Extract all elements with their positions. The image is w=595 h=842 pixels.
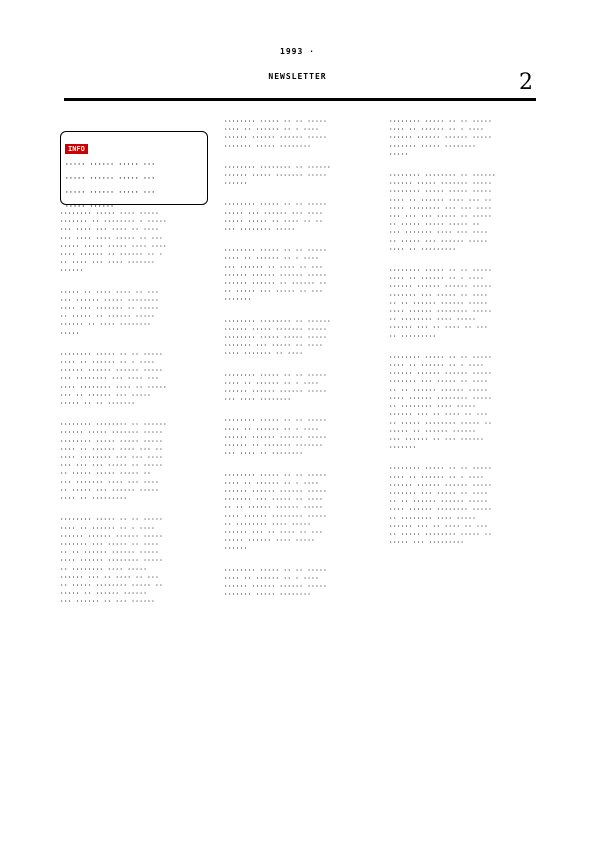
text-line: ···· ·· ······ ·· · ···· [224, 380, 320, 387]
text-line: ········ ····· ·· ·· ····· [389, 466, 493, 473]
paragraph [60, 210, 210, 276]
page-number: 2 [519, 70, 533, 95]
text-line: ···· ·· ······ ·· · ···· [389, 474, 485, 481]
paragraph [389, 267, 539, 341]
text-line: ···· ·· ······ ·· · ···· [224, 256, 320, 263]
text-line: ········ ····· ·· ·· ····· [224, 567, 328, 574]
sidebar-line: ····· ······ ····· ··· [65, 175, 156, 182]
text-line: ······ ······ ······ ····· [389, 135, 493, 142]
text-line: ···· ······ ·· ······ ·· · [60, 252, 164, 259]
text-column-1 [60, 210, 210, 620]
text-line: ········ ····· ·· ·· ····· [224, 202, 328, 209]
text-line: ········ ····· ···· ····· [60, 211, 160, 217]
text-line: ··· ···· ········ [224, 397, 292, 404]
paragraph [224, 417, 374, 458]
paragraph [389, 354, 539, 452]
text-line: ········ ····· ·· ·· ····· [224, 472, 328, 479]
text-line: ······· ··· ····· ·· ···· [389, 379, 489, 386]
text-line: ······ ··· ·· ···· ·· ··· [389, 325, 489, 332]
paragraph [389, 172, 539, 254]
paragraph [60, 289, 210, 338]
text-line: ·· ········ ···· ····· [389, 515, 477, 522]
text-line: ······ ······ ······ ····· [60, 368, 164, 375]
text-line: ···· ·· ······ ···· ··· ·· [60, 446, 164, 453]
text-line: ·· ···· ··· ···· ······· [60, 260, 156, 267]
text-line: ······ ······ ······ ····· [224, 135, 328, 142]
text-line: ···· ·· ········· [389, 246, 457, 253]
text-line: ······ ······ ······ ····· [389, 371, 493, 378]
text-line: ······· ··· ····· ·· ···· [389, 292, 489, 299]
paragraph [224, 164, 374, 189]
text-line: ······ ······ ·· ······ ·· [224, 281, 328, 288]
text-line: ····· ·· ······ ······ [60, 591, 148, 598]
paragraph [224, 567, 374, 600]
text-line: ···· ·· ······ ·· · ···· [389, 127, 485, 134]
text-line: ········ ····· ····· ····· [224, 335, 328, 342]
text-line: ···· ·· ······ ···· ··· ·· [389, 197, 493, 204]
text-line: ··· ··· ··· ····· ·· ····· [389, 214, 493, 221]
paragraph [60, 421, 210, 503]
paragraph [224, 318, 374, 359]
text-line: ····· ··· ········· [389, 540, 465, 547]
sidebar-line: ····· ······ [65, 203, 115, 210]
text-line: ···· ·· ······ ·· · ···· [224, 575, 320, 582]
text-line: ···· ·· ······ ·· · ···· [60, 360, 156, 367]
text-line: ·· ····· ·· ······ ····· [60, 314, 156, 321]
paragraph [224, 247, 374, 304]
text-line: ·· ·· ······ ······ ····· [389, 387, 489, 394]
text-line: ··· ···· ··· ···· ·· ···· [60, 227, 160, 234]
paragraph [224, 472, 374, 554]
text-line: ····· [389, 151, 409, 158]
text-line: ·· ····· ··· ······ ····· [60, 487, 160, 494]
text-line: ······ ··· ·· ···· ·· ··· [389, 412, 489, 419]
text-line: ···· ······· ·· ···· [224, 351, 304, 358]
text-line: ···· ··· ······· ·· ····· [60, 306, 160, 313]
text-line: ··· ······ ·· ··· ······ [60, 599, 156, 606]
text-line: ······ ····· ······· ····· [224, 326, 328, 333]
text-line: ····· ······ ···· ····· [224, 538, 316, 545]
header-top: 1993 · [280, 47, 315, 56]
text-line: ······· ··· ····· ·· ···· [224, 497, 324, 504]
text-line: ········ ····· ·· ·· ····· [224, 372, 328, 379]
text-line: ·· ········· [389, 333, 437, 340]
text-line: ······ ··· ·· ···· ·· ··· [224, 529, 324, 536]
text-line: ······ [224, 546, 248, 553]
text-line: ······ ······ ······ ····· [389, 482, 493, 489]
text-line: ······· ····· ········ [224, 592, 312, 599]
text-line: ······ ······ ······ ····· [224, 434, 328, 441]
text-line: ······ ······ ······ ····· [389, 284, 493, 291]
header-sub: NEWSLETTER [268, 72, 327, 81]
paragraph [224, 201, 374, 234]
text-line: ········ ····· ····· ····· [60, 438, 164, 445]
text-line: ······ ····· ······· ····· [60, 430, 164, 437]
text-line: ···· ······ ········ ····· [224, 513, 328, 520]
text-line: ··· ···· ···· ····· ·· ··· [60, 235, 164, 242]
text-line: ··· ········ ··· ···· ··· [60, 376, 160, 383]
text-line: ····· ····· ····· ···· ···· [60, 243, 168, 250]
text-column-3 [389, 118, 539, 560]
text-line: ·· ········ ···· ····· [60, 566, 148, 573]
text-line: ······ ······ ······ ····· [224, 272, 328, 279]
paragraph [224, 372, 374, 405]
text-line: ···· ·· ······ ·· · ···· [224, 480, 320, 487]
text-line: ······ ······ ······ ····· [224, 389, 328, 396]
sidebar-tag: INFO [65, 144, 88, 154]
text-line: ··· ······· ···· ··· ···· [60, 479, 160, 486]
text-line: ········ ····· ·· ·· ····· [389, 268, 493, 275]
text-line: ·· ····· ········ ····· ·· [60, 582, 164, 589]
text-line: ······ ······ ······ ····· [224, 583, 328, 590]
text-line: ·· ····· ········ ····· ·· [389, 531, 493, 538]
text-line: ········ ····· ·· ·· ····· [224, 248, 328, 255]
text-line: ·· ········ ···· ····· [224, 521, 312, 528]
text-line: ······· [224, 297, 252, 304]
sidebar-line: ····· ······ ····· ··· [65, 189, 156, 196]
text-line: ········ ········ ·· ······ [389, 173, 497, 180]
text-line: ······· ····· ········ [224, 143, 312, 150]
text-line: ··· ······ ····· ········ [60, 297, 160, 304]
text-line: ····· ·· ···· ···· ·· ··· [60, 289, 160, 296]
text-line: ·· ····· ····· ····· ·· [389, 222, 481, 229]
text-line: ······ [224, 181, 248, 188]
text-line: ······ ····· ······· ····· [389, 181, 493, 188]
text-line: ···· ······ ········ ····· [389, 507, 493, 514]
text-line: ···· ········ ··· ··· ···· [389, 205, 493, 212]
paragraph [224, 118, 374, 151]
sidebar-box [60, 131, 208, 210]
text-line: ····· ··· ······ ··· ···· [224, 210, 324, 217]
text-line: ··· ·· ······ ··· ····· [60, 392, 152, 399]
sidebar-line: ····· ······ ····· ··· [65, 161, 156, 168]
text-line: ··· ······ ·· ··· ······ [389, 436, 485, 443]
text-line: ········ ····· ·· ·· ····· [60, 351, 164, 358]
text-line: ······· ·· ········ · ····· [60, 219, 168, 226]
text-line: ······· ····· ········ [389, 143, 477, 150]
text-line: ········ ········ ·· ······ [224, 164, 332, 171]
header-rule [64, 98, 536, 101]
text-line: ········ ········ ·· ······ [224, 318, 332, 325]
text-line: ·· ····· ········ ····· ·· [389, 420, 493, 427]
text-line: ········ ····· ·· ·· ····· [224, 418, 328, 425]
text-line: ···· ······ ········ ····· [389, 309, 493, 316]
text-line: ······· ··· ····· ·· ···· [389, 490, 489, 497]
text-line: ······ ······ ······ ····· [60, 533, 164, 540]
text-line: ··· ······ ·· ···· ·· ··· [224, 264, 324, 271]
text-line: ······ ······ ······ ····· [224, 488, 328, 495]
text-line: ·· ·· ······ ······ ····· [60, 550, 160, 557]
text-line: ·· ········ ···· ····· [389, 404, 477, 411]
text-line: ···· ········ ··· ··· ···· [60, 455, 164, 462]
text-line: ····· ·· ·· ······· [60, 401, 136, 408]
paragraph [60, 516, 210, 606]
text-line: ···· ·· ······ ·· · ···· [60, 525, 156, 532]
text-line: ·· ····· ··· ····· ·· ··· [224, 289, 324, 296]
text-line: ·· ·· ······ ······ ····· [224, 505, 324, 512]
paragraph [389, 118, 539, 159]
text-line: ···· ·· ······ ·· · ···· [224, 127, 320, 134]
text-line: ······ ·· ······· ······· [224, 443, 324, 450]
text-line: ······ [60, 268, 84, 275]
paragraph [389, 465, 539, 547]
text-line: ········ ····· ·· ·· ····· [389, 119, 493, 125]
text-line: ·· ····· ····· ····· ·· [60, 471, 152, 478]
text-line: ·· ····· ··· ······ ····· [389, 238, 489, 245]
text-line: ·· ·· ······ ······ ····· [389, 499, 489, 506]
text-line: ···· ·· ······ ·· · ···· [224, 426, 320, 433]
text-line: ·· ·· ······ ······ ····· [389, 300, 489, 307]
text-line: ···· ·· ········· [60, 496, 128, 503]
text-line: ·· ········ ···· ····· [389, 317, 477, 324]
text-line: ····· ·· ······ ······ [389, 428, 477, 435]
text-line: ········ ········ ·· ······ [60, 422, 168, 429]
text-line: ········ ····· ·· ·· ····· [224, 119, 328, 125]
text-line: ··· ······· ···· ··· ···· [389, 230, 489, 237]
text-line: ···· ······ ········ ····· [389, 395, 493, 402]
text-line: ······· ··· ····· ·· ···· [60, 541, 160, 548]
text-line: ···· ·· ······ ·· · ···· [389, 363, 485, 370]
text-line: ······· [389, 445, 417, 452]
text-line: ··· ··· ··· ····· ·· ····· [60, 463, 164, 470]
text-line: ····· ····· ·· ···· ·· ·· [224, 218, 324, 225]
text-line: ···· ·· ······ ·· · ···· [389, 276, 485, 283]
text-line: ········ ····· ····· ····· [389, 189, 493, 196]
text-line: ···· ······ ········ ····· [60, 558, 164, 565]
text-line: ····· [60, 330, 80, 337]
text-line: ······· ··· ····· ·· ···· [224, 343, 324, 350]
text-line: ···· ········ ···· ·· ····· [60, 384, 168, 391]
text-column-2 [224, 118, 374, 612]
text-line: ········ ····· ·· ·· ····· [389, 354, 493, 361]
text-line: ······ ····· ······· ····· [224, 173, 328, 180]
text-line: ··· ···· ·· ········ [224, 451, 304, 458]
paragraph [60, 351, 210, 408]
text-line: ········ ····· ·· ·· ····· [60, 517, 164, 524]
text-line: ······ ·· ···· ········ [60, 322, 152, 329]
text-line: ······ ··· ·· ···· ·· ··· [60, 574, 160, 581]
text-line: ··· ········ ····· [224, 227, 296, 234]
text-line: ······ ··· ·· ···· ·· ··· [389, 523, 489, 530]
